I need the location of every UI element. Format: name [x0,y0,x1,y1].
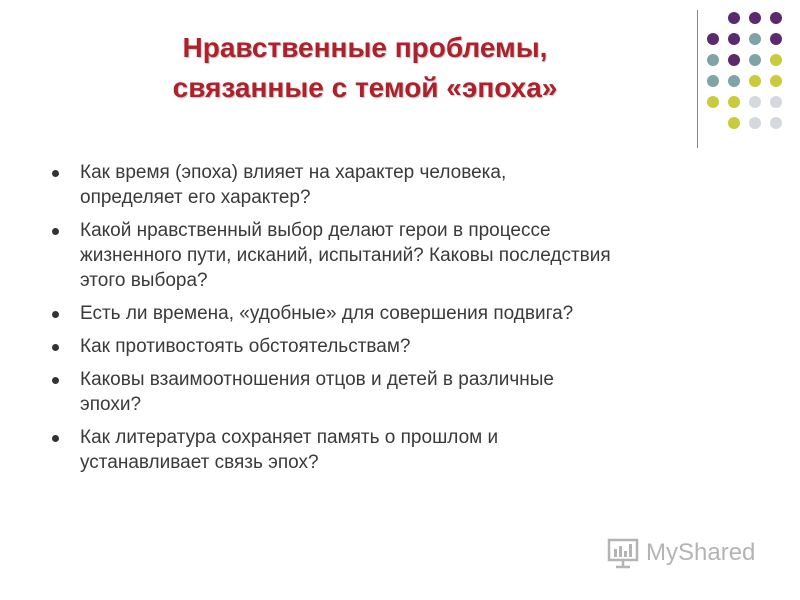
decorative-dot [749,96,761,108]
decorative-dot [728,117,740,129]
decorative-dot [770,75,782,87]
decorative-dot [770,54,782,66]
decorative-dot [770,117,782,129]
bullet-text: определяет его характер? [80,187,311,208]
decorative-dot [728,33,740,45]
presentation-board-icon [606,536,640,570]
bullet-dot-icon [52,344,59,351]
bullet-dot-icon [52,435,59,442]
bullet-item [52,367,732,417]
bullet-text: устанавливает связь эпох? [80,452,319,473]
decorative-dot [749,117,761,129]
decorative-dot [707,33,719,45]
decorative-dot [728,75,740,87]
vertical-divider [697,10,698,148]
bullet-item [52,218,732,293]
decorative-dot [770,96,782,108]
bullet-list [52,160,732,483]
decorative-dot [728,54,740,66]
bullet-text: Есть ли времена, «удобные» для совершения подвига? [80,303,574,324]
bullet-dot-icon [52,377,59,384]
decorative-dot [770,12,782,24]
decorative-dot [707,75,719,87]
bullet-dot-icon [52,311,59,318]
bullet-text: Как противостоять обстоятельствам? [80,336,411,357]
slide-title [95,28,635,108]
bullet-item [52,301,732,326]
title-line-2: связанные с темой «эпоха» [172,72,558,103]
watermark-text: MyShared [646,539,756,566]
bullet-text: Какой нравственный выбор делают герои в процессе [80,220,551,241]
decorative-dot [749,33,761,45]
bullet-dot-icon [52,228,59,235]
bullet-text: Каковы взаимоотношения отцов и детей в различные [80,369,554,390]
bullet-item [52,160,732,210]
decorative-dot-grid [707,12,777,137]
bullet-text: жизненного пути, исканий, испытаний? Каковы последствия [80,245,611,266]
decorative-dot [707,54,719,66]
decorative-dot [728,96,740,108]
decorative-dot [749,75,761,87]
watermark-logo [606,535,755,571]
bullet-dot-icon [52,170,59,177]
decorative-dot [749,54,761,66]
decorative-dot [770,33,782,45]
bullet-item [52,425,732,475]
decorative-dot [749,12,761,24]
bullet-text: эпохи? [80,394,142,415]
bullet-text: Как литература сохраняет память о прошлом и [80,427,499,448]
bullet-item [52,334,732,359]
decorative-dot [728,12,740,24]
bullet-text: Как время (эпоха) влияет на характер человека, [80,162,507,183]
decorative-dot [707,96,719,108]
bullet-text: этого выбора? [80,270,208,291]
title-line-1: Нравственные проблемы, [182,32,548,63]
